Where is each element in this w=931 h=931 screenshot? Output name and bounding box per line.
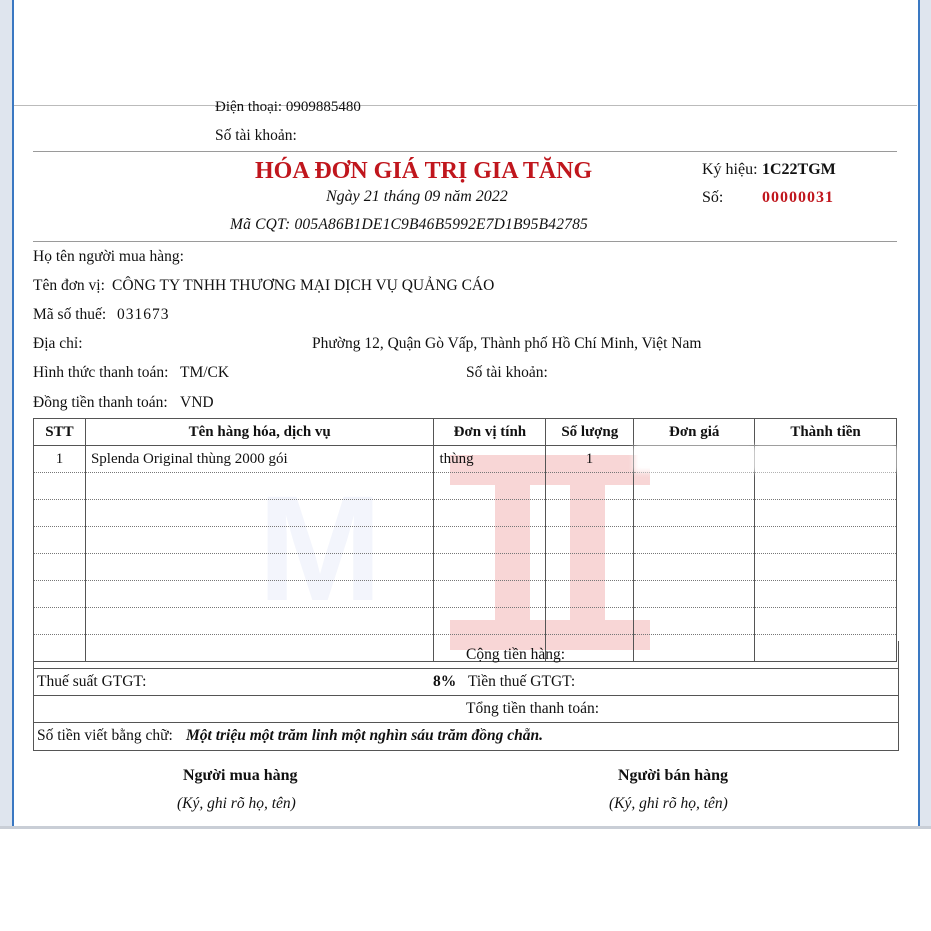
amount-in-words-label: Số tiền viết bằng chữ: [37,727,173,744]
table-row [34,581,897,608]
divider [33,241,897,242]
subtotal-row [33,641,899,669]
header-item-name: Tên hàng hóa, dịch vụ [85,419,433,446]
buyer-address-label: Địa chỉ: [33,335,83,352]
table-row [34,608,897,635]
cell-quantity: 1 [546,446,634,473]
viewer-left-edge [0,0,14,828]
vat-row [33,668,899,696]
header-unit: Đơn vị tính [434,419,546,446]
seller-account-label: Số tài khoản: [215,127,297,144]
vat-rate-value: 8% [433,673,457,690]
buyer-address-value: Phường 12, Quận Gò Vấp, Thành phố Hồ Chí Minh, Việt Nam [312,335,702,352]
table-row [34,500,897,527]
svg-text:M: M [257,470,383,620]
payment-method-label: Hình thức thanh toán: [33,364,169,381]
grand-total-label: Tổng tiền thanh toán: [466,700,600,717]
header-amount: Thành tiền [755,419,897,446]
buyer-tax-value: 031673 [117,306,170,323]
table-row [34,527,897,554]
table-row [34,473,897,500]
invoice-date: Ngày 21 tháng 09 năm 2022 [326,188,508,205]
invoice-title: HÓA ĐƠN GIÁ TRỊ GIA TĂNG [255,158,593,184]
cell-amount-redacted [755,446,897,473]
table-header-row [34,419,897,446]
payment-method-value: TM/CK [180,364,230,381]
table-row [34,554,897,581]
currency-label: Đồng tiền thanh toán: [33,394,168,411]
seller-signature-title: Người bán hàng [618,767,729,784]
divider [33,151,897,152]
items-table [33,418,897,662]
subtotal-label: Cộng tiền hàng: [466,646,566,663]
header-quantity: Số lượng [546,419,634,446]
cell-stt: 1 [34,446,86,473]
cell-item-name: Splenda Original thùng 2000 gói [85,446,433,473]
invoice-number-value: 00000031 [762,189,834,206]
viewer-right-edge [918,0,931,828]
page-top-border [14,105,917,106]
header-unit-price: Đơn giá [634,419,755,446]
buyer-name-label: Họ tên người mua hàng: [33,248,184,265]
seller-signature-note: (Ký, ghi rõ họ, tên) [609,795,728,812]
invoice-symbol-label: Ký hiệu: [702,161,758,178]
invoice-symbol-value: 1C22TGM [762,161,836,178]
buyer-unit-value: CÔNG TY TNHH THƯƠNG MẠI DỊCH VỤ QUẢNG CÁO [112,277,495,294]
currency-value: VND [180,394,214,411]
buyer-unit-label: Tên đơn vị: [33,277,105,294]
buyer-signature-note: (Ký, ghi rõ họ, tên) [177,795,296,812]
buyer-account-label: Số tài khoản: [466,364,548,381]
invoice-number-label: Số: [702,189,724,206]
invoice-cqt-code: Mã CQT: 005A86B1DE1C9B46B5992E7D1B95B42785 [230,216,588,233]
buyer-tax-label: Mã số thuế: [33,306,107,323]
seller-phone: Điện thoại: 0909885480 [215,99,361,115]
vat-amount-label: Tiền thuế GTGT: [468,673,576,690]
buyer-signature-title: Người mua hàng [183,767,298,784]
amount-in-words-value: Một triệu một trăm linh một nghìn sáu trăm đồng chẵn. [186,727,544,744]
table-row [34,446,897,473]
grand-total-row [33,695,899,723]
cell-unit-price-redacted [634,446,755,473]
viewer-bottom-edge [0,826,931,829]
cell-unit: thùng [434,446,546,473]
amount-in-words-row [33,722,899,751]
header-stt: STT [34,419,86,446]
vat-rate-label: Thuế suất GTGT: [37,673,147,690]
